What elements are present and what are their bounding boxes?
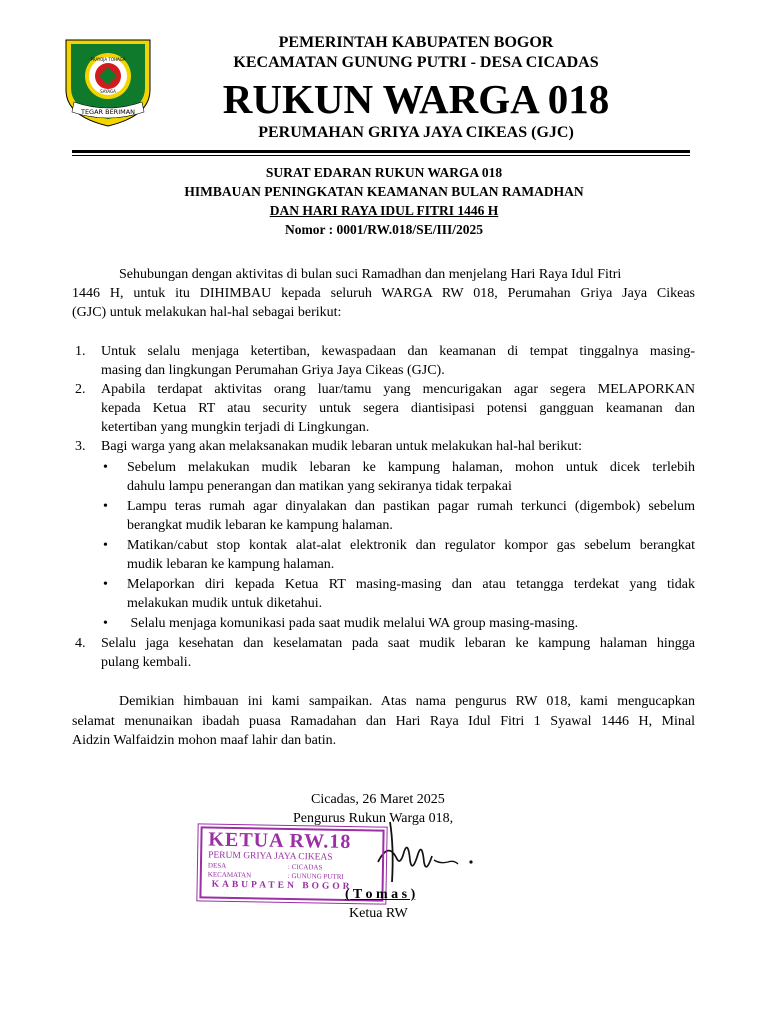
bullet-5-line-1: Selalu menjaga komunikasi pada saat mudik melalui WA group masing-masing. [127,616,579,631]
item-1-line-2: masing dan lingkungan Perumahan Griya Jaya Cikeas (GJC). [101,363,445,378]
header-rule-thin [72,155,690,156]
bullet-3-line-2: mudik lebaran ke kampung halaman. [127,557,335,572]
bullet-1-marker: • [103,460,108,475]
bullet-2-line-2: berangkat mudik lebaran ke kampung halaman. [127,518,393,533]
item-2-line-1: Apabila terdapat aktivitas orang luar/tamu yang mencurigakan agar segera MELAPORKAN [101,382,695,397]
header-subtitle: PERUMAHAN GRIYA JAYA CIKEAS (GJC) [258,124,574,141]
stamp-kec-label: KECAMATAN [207,870,252,880]
intro-line-1: Sehubungan dengan aktivitas di bulan suci Ramadhan dan menjelang Hari Raya Idul Fitri [119,267,622,282]
item-3-line-1: Bagi warga yang akan melaksanakan mudik lebaran untuk melakukan hal-hal berikut: [101,439,583,454]
bullet-4-marker: • [103,577,108,592]
stamp-kab: KABUPATEN BOGOR [211,879,353,893]
signature-role: Ketua RW [349,906,408,921]
stamp-desa-label: DESA [207,861,227,870]
closing-line-1: Demikian himbauan ini kami sampaikan. Atas nama pengurus RW 018, kami mengucapkan [119,694,695,709]
signature-org: Pengurus Rukun Warga 018, [293,811,454,826]
header-title: RUKUN WARGA 018 [222,76,610,122]
bullet-3-marker: • [103,538,108,553]
item-2-line-3: ketertiban yang mungkin terjadi di Lingkungan. [101,420,370,435]
bullet-2-line-1: Lampu teras rumah agar dinyalakan dan pastikan pagar rumah terkunci (digembok) sebelum [127,499,695,514]
bullet-4-line-1: Melaporkan diri kepada Ketua RT masing-masing dan atau tetangga terdekat yang tidak [127,577,695,592]
signature-name: ( T o m a s ) [345,887,416,902]
letter-heading-2: HIMBAUAN PENINGKATAN KEAMANAN BULAN RAMADHAN [184,184,584,199]
item-4-line-1: Selalu jaga kesehatan dan keselamatan pada saat mudik lebaran ke kampung halaman hingga [101,636,695,651]
letter-heading-1: SURAT EDARAN RUKUN WARGA 018 [265,165,503,180]
bullet-5-marker: • [103,616,108,631]
svg-text:PRAYOJA TOHAGA: PRAYOJA TOHAGA [90,57,126,62]
header-gov-line: PEMERINTAH KABUPATEN BOGOR [278,34,554,51]
bullet-4-line-2: melakukan mudik untuk diketahui. [127,596,323,611]
intro-line-3: (GJC) untuk melakukan hal-hal sebagai berikut: [72,305,342,320]
header-district-line: KECAMATAN GUNUNG PUTRI - DESA CICADAS [233,54,599,71]
item-2-number: 2. [75,382,86,397]
svg-text:TEGAR BERIMAN: TEGAR BERIMAN [80,108,136,116]
bullet-3-line-1: Matikan/cabut stop kontak alat-alat elektronik dan regulator kompor gas sebelum berangkat [127,538,695,553]
header-rule-thick [72,150,690,153]
stamp-desa-value: : CICADAS [287,862,323,872]
item-4-line-2: pulang kembali. [101,655,192,670]
stamp-title: KETUA RW.18 [208,828,352,854]
closing-line-2: selamat menunaikan ibadah puasa Ramadahan dan Hari Raya Idul Fitri 1 Syawal 1446 H, Minal [72,714,695,729]
stamp-kec-value: : GUNUNG PUTRI [287,871,344,881]
bullet-1-line-2: dahulu lampu penerangan dan matikan yang sekiranya tidak terpakai [127,479,512,494]
item-1-line-1: Untuk selalu menjaga ketertiban, kewaspadaan dan keamanan di tempat tinggalnya masing- [101,344,695,359]
stamp-line-1: PERUM GRIYA JAYA CIKEAS [208,850,333,863]
closing-line-3: Aidzin Walfaidzin mohon maaf lahir dan batin. [72,733,337,748]
letter-number: Nomor : 0001/RW.018/SE/III/2025 [285,222,483,237]
bullet-2-marker: • [103,499,108,514]
item-4-number: 4. [75,636,86,651]
item-3-number: 3. [75,439,86,454]
bullet-1-line-1: Sebelum melakukan mudik lebaran ke kampung halaman, mohon untuk dicek terlebih [127,460,695,475]
letter-heading-3: DAN HARI RAYA IDUL FITRI 1446 H [269,203,499,218]
intro-line-2: 1446 H, untuk itu DIHIMBAU kepada seluruh WARGA RW 018, Perumahan Griya Jaya Cikeas [72,286,695,301]
signature-place-date: Cicadas, 26 Maret 2025 [311,792,445,807]
svg-text:SAYAGA: SAYAGA [100,89,116,94]
item-2-line-2: kepada Ketua RT atau security untuk segera diantisipasi potensi gangguan keamanan dan [101,401,695,416]
item-1-number: 1. [75,344,86,359]
